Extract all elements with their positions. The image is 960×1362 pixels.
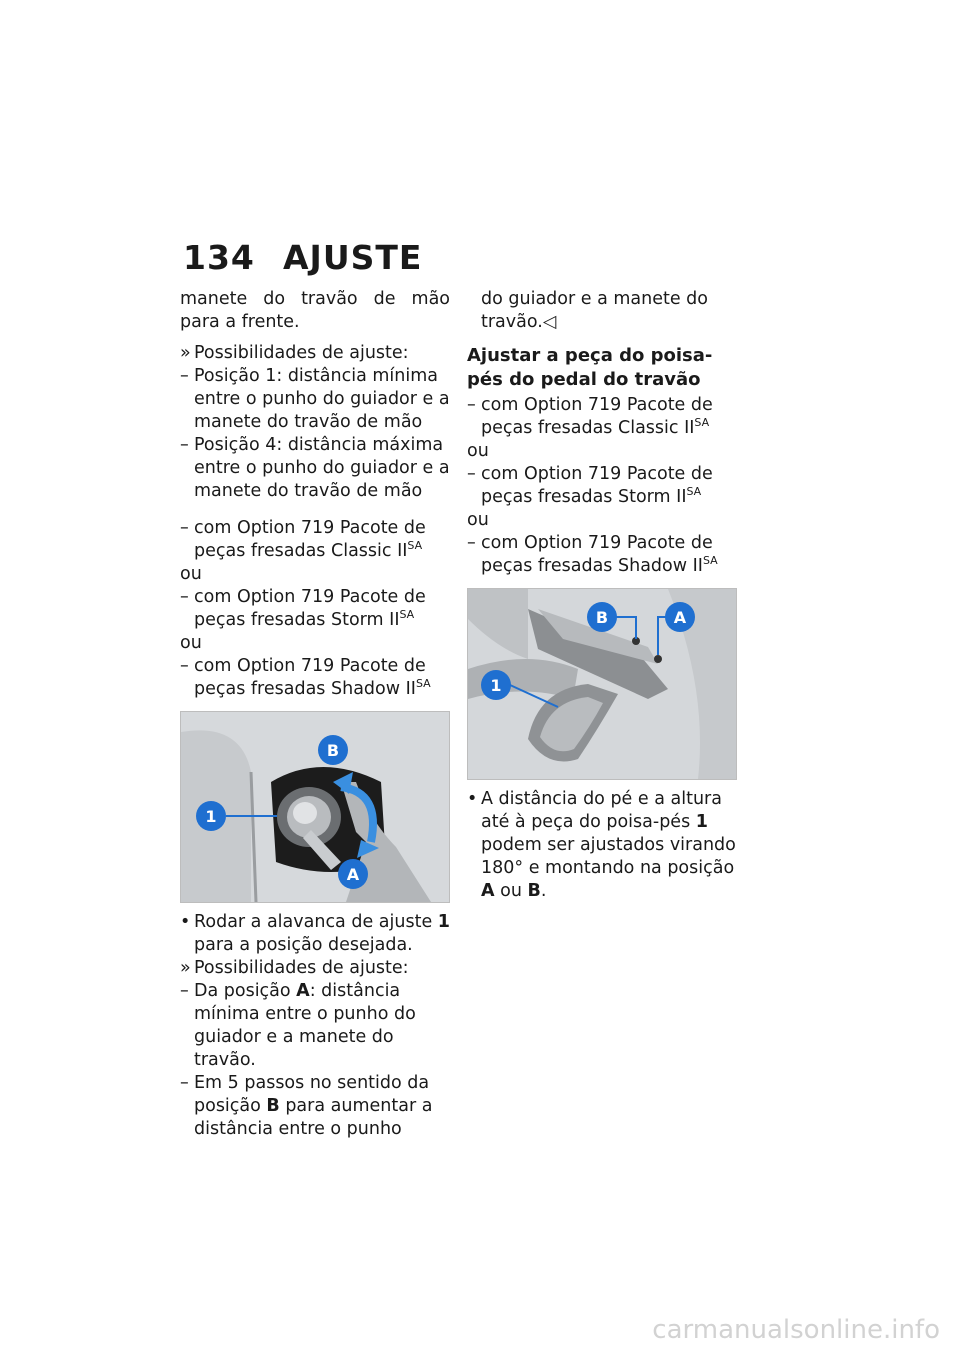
option-classic-text: com Option 719 Pacote de peças fresadas Classic II (481, 395, 713, 438)
callout-b: B (326, 741, 340, 760)
list-item (180, 1072, 450, 1141)
continuation-text: do guiador e a manete do travão. (481, 289, 708, 332)
em-text-post: para aumentar a distância entre o punho (194, 1096, 433, 1139)
option-item (467, 394, 737, 440)
option-item (180, 586, 450, 632)
footpeg-figure (467, 588, 737, 780)
or-text: ou (180, 564, 202, 584)
dash-marker: – (180, 656, 189, 676)
list-item (180, 434, 450, 503)
right-column (467, 288, 737, 903)
option-item (180, 655, 450, 701)
step-letter-b: B (527, 881, 541, 901)
em-letter: B (266, 1096, 280, 1116)
result-item (180, 957, 450, 980)
continuation-item (467, 288, 737, 334)
callout-b: B (595, 608, 609, 627)
option-item (467, 463, 737, 509)
result-marker: » (180, 958, 191, 978)
result-text: Possibilidades de ajuste: (194, 343, 409, 363)
option-shadow-text: com Option 719 Pacote de peças fresadas Shadow II (194, 656, 426, 699)
page-number: 134 (183, 238, 255, 277)
option-item (467, 532, 737, 578)
da-text-post: : distância mínima entre o punho do guiador e a manete do travão. (194, 981, 416, 1070)
result-text: Possibilidades de ajuste: (194, 958, 409, 978)
option-storm-text: com Option 719 Pacote de peças fresadas Storm II (481, 464, 713, 507)
option-storm-text: com Option 719 Pacote de peças fresadas Storm II (194, 587, 426, 630)
dash-marker: – (180, 587, 189, 607)
list-item (180, 980, 450, 1072)
step-text-end: . (540, 881, 547, 901)
position-1-text: Posição 1: distância mínima entre o punho do guiador e a manete do travão de mão (194, 366, 450, 432)
dash-marker: – (180, 981, 189, 1001)
option-item (180, 517, 450, 563)
watermark: carmanualsonline.info (652, 1315, 940, 1345)
dash-marker: – (180, 518, 189, 538)
step-item (180, 911, 450, 957)
end-mark: ◁ (542, 312, 557, 332)
bullet-marker: • (467, 789, 478, 809)
step-text-pre: A distância do pé e a altura até à peça do poisa-pés (481, 789, 722, 832)
step-text-post: para a posição desejada. (194, 935, 413, 955)
callout-a: A (673, 608, 687, 627)
sa-mark: SA (415, 677, 431, 690)
option-classic-text: com Option 719 Pacote de peças fresadas Classic II (194, 518, 426, 561)
dash-marker: – (180, 1073, 189, 1093)
callout-a: A (346, 865, 360, 884)
page-title: AJUSTE (283, 238, 423, 277)
dash-marker: – (467, 395, 476, 415)
result-marker: » (180, 343, 191, 363)
position-4-text: Posição 4: distância máxima entre o punho do guiador e a manete do travão de mão (194, 435, 450, 501)
or-text: ou (467, 510, 489, 530)
option-shadow-text: com Option 719 Pacote de peças fresadas Shadow II (481, 533, 713, 576)
da-text-pre: Da posição (194, 981, 297, 1001)
sa-mark: SA (407, 539, 423, 552)
section-heading: Ajustar a peça do poisa-pés do pedal do travão (467, 345, 713, 390)
dash-marker: – (180, 435, 189, 455)
em-text-pre: Em 5 passos no sentido da posição (194, 1073, 430, 1116)
bullet-marker: • (180, 912, 191, 932)
brake-lever-illustration (181, 712, 449, 902)
result-item (180, 342, 450, 365)
brake-lever-figure (180, 711, 450, 903)
paragraph-continuation: manete do travão de mão para a frente. (180, 289, 450, 332)
step-ref-1: 1 (437, 912, 450, 932)
step-item (467, 788, 737, 903)
dash-marker: – (467, 464, 476, 484)
footpeg-illustration (468, 589, 736, 779)
or-text: ou (180, 633, 202, 653)
callout-1: 1 (205, 807, 217, 826)
callout-1: 1 (490, 676, 502, 695)
da-letter: A (296, 981, 310, 1001)
list-item (180, 365, 450, 434)
step-text-ou: ou (494, 881, 528, 901)
page-header (183, 238, 422, 277)
sa-mark: SA (702, 554, 718, 567)
or-text: ou (467, 441, 489, 461)
dash-marker: – (180, 366, 189, 386)
step-ref-1: 1 (695, 812, 708, 832)
step-text-mid: podem ser ajustados virando 180° e montando na posição (481, 835, 736, 878)
sa-mark: SA (694, 416, 710, 429)
step-text-pre: Rodar a alavanca de ajuste (194, 912, 438, 932)
dash-marker: – (467, 533, 476, 553)
sa-mark: SA (686, 485, 702, 498)
step-letter-a: A (481, 881, 495, 901)
left-column (180, 288, 450, 1141)
sa-mark: SA (399, 608, 415, 621)
